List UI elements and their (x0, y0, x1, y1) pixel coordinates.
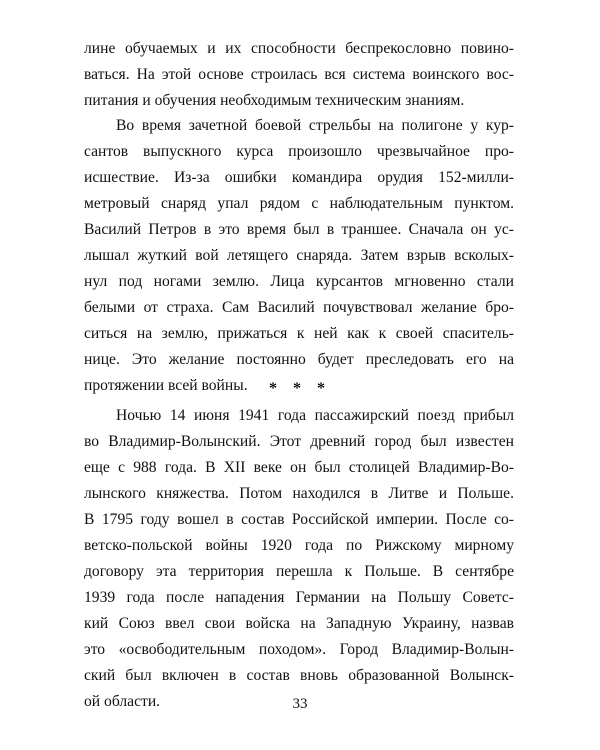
text-line: нице. Это желание постоянно будет преследовать его на (84, 351, 514, 368)
text-line: нул под ногами землю. Лица курсантов мгновенно стали (84, 273, 514, 290)
text-line: ский был включен в состав вновь образованной Волынск- (84, 667, 514, 684)
text-line: исшествие. Из-за ошибки командира орудия 152-милли- (84, 169, 514, 186)
paragraph-vladimir-volynsky (84, 403, 514, 715)
text-line: Василий Петров в это время был в траншее. Сначала он ус- (84, 221, 514, 238)
text-line: питания и обучения необходимым техническим знаниям. (84, 92, 465, 109)
text-line: 1939 года после нападения Германии на Польшу Советс- (84, 589, 514, 606)
paragraph-continuation (84, 36, 514, 114)
text-line: ваться. На этой основе строилась вся система воинского вос- (84, 66, 514, 83)
text-line: лынского княжества. Потом находился в Литве и Польше. (84, 485, 514, 502)
text-line: ой области. (84, 693, 161, 710)
text-line: ситься на землю, прижаться к ней как к своей спаситель- (84, 325, 514, 342)
text-line: лине обучаемых и их способности беспрекословно повино- (84, 40, 514, 57)
text-line: лышал жуткий вой летящего снаряда. Затем взрыв всколых- (84, 247, 514, 264)
page-number: 33 (292, 696, 308, 712)
text-line: сантов выпускного курса произошло чрезвычайное про- (84, 143, 514, 160)
text-line: метровый снаряд упал рядом с наблюдательным пунктом. (84, 195, 514, 212)
text-line: договору эта территория перешла к Польше. В сентябре (84, 563, 514, 580)
paragraph-shooting-incident (84, 113, 514, 399)
text-line: протяжении всей войны. (84, 377, 248, 394)
text-line: Во время зачетной боевой стрельбы на полигоне у кур- (116, 117, 514, 134)
text-line: В 1795 году вошел в состав Российской империи. После со- (84, 511, 514, 528)
text-line: это «освободительным походом». Город Владимир-Волын- (84, 641, 514, 658)
text-line: во Владимир-Волынский. Этот древний город был известен (84, 433, 514, 450)
text-line: кий Союз ввел свои войска на Западную Украину, назвав (84, 615, 514, 632)
text-line: белыми от страха. Сам Василий почувствовал желание бро- (84, 299, 514, 316)
section-separator: * * * (269, 380, 331, 397)
text-line: ветско-польской войны 1920 года по Рижскому мирному (84, 537, 514, 554)
text-line: Ночью 14 июня 1941 года пассажирский поезд прибыл (116, 407, 514, 424)
text-line: еще с 988 года. В XII веке он был столицей Владимир-Во- (84, 459, 514, 476)
